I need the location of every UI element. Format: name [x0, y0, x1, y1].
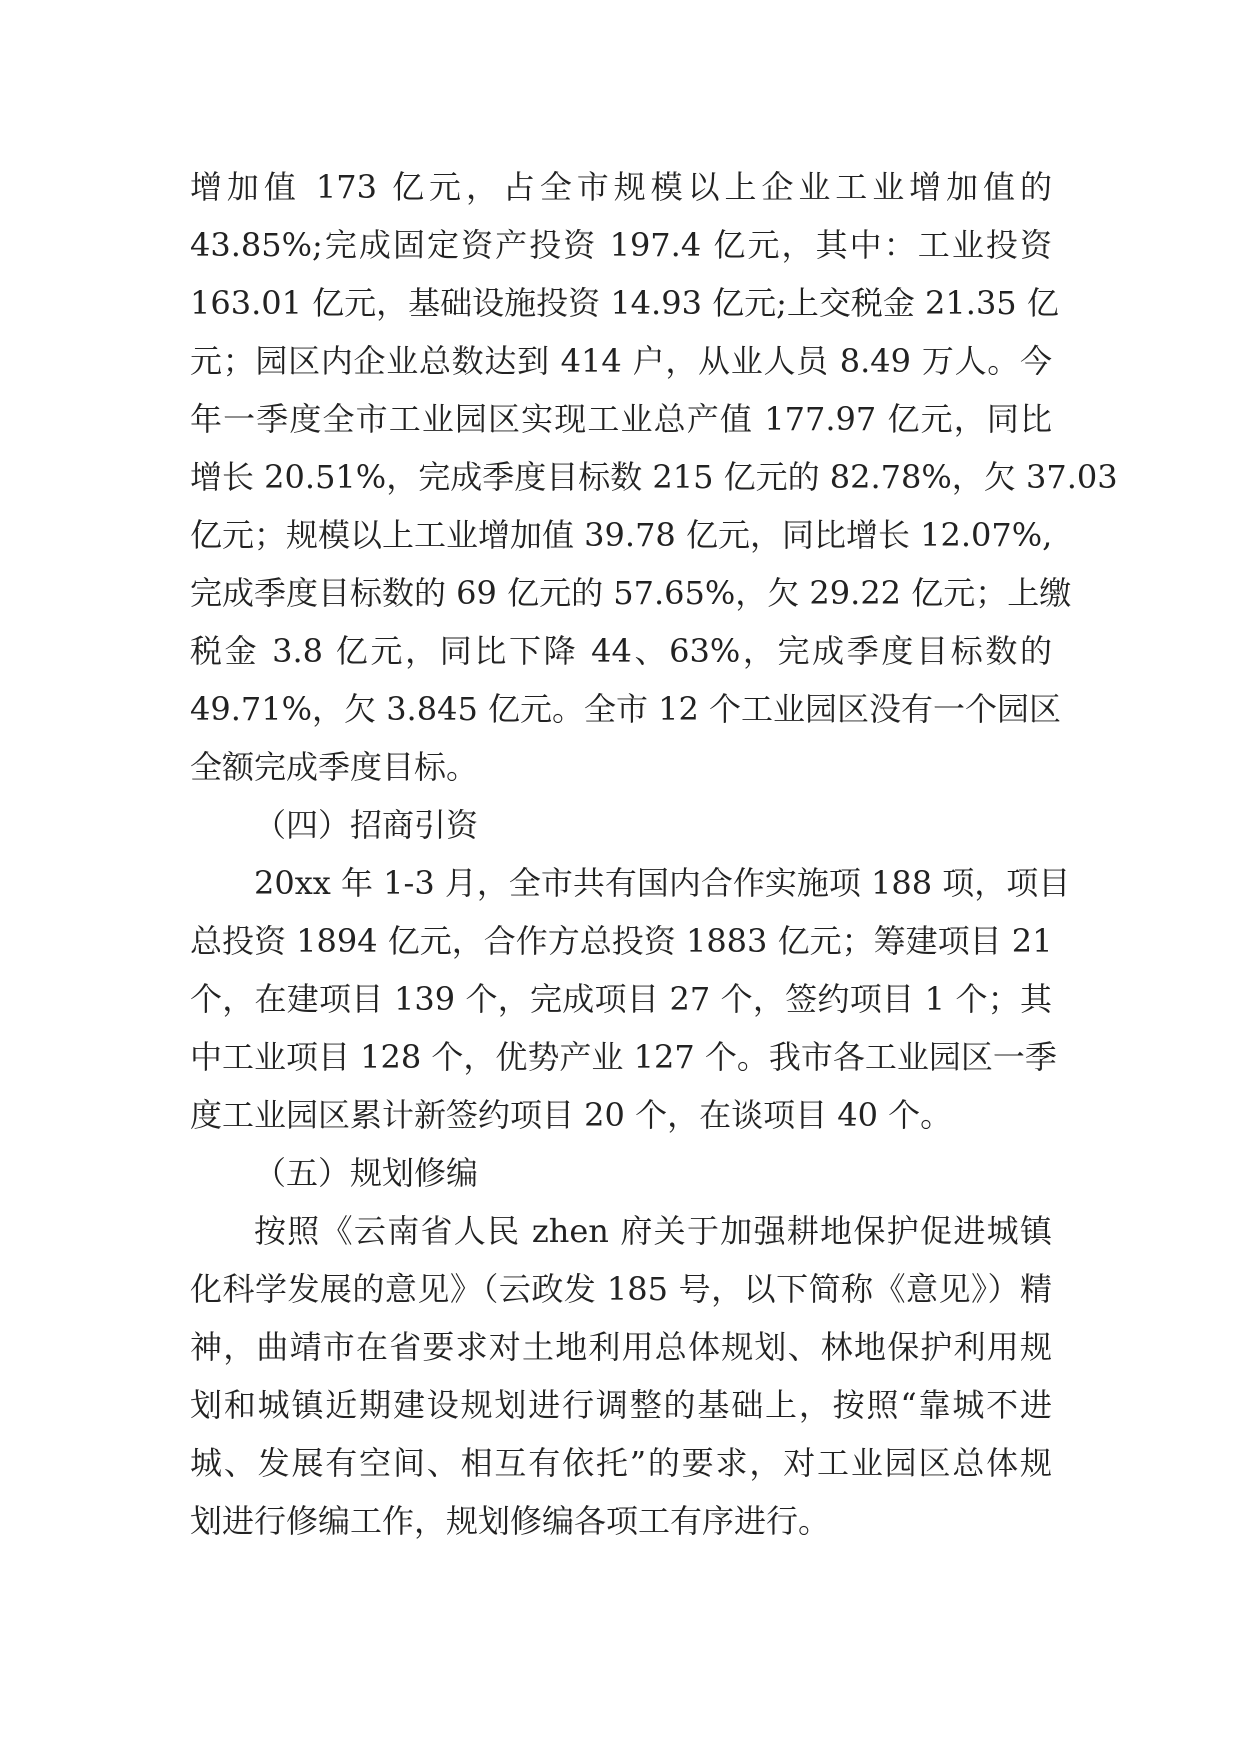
text-line: 年一季度全市工业园区实现工业总产值 177.97 亿元，同比 — [190, 400, 1052, 438]
text-line: 划和城镇近期建设规划进行调整的基础上，按照“靠城不进 — [190, 1386, 1052, 1424]
text-line: 度工业园区累计新签约项目 20 个，在谈项目 40 个。 — [190, 1096, 953, 1134]
text-line: 亿元；规模以上工业增加值 39.78 亿元，同比增长 12.07%, — [190, 516, 1053, 554]
text-line: 43.85%;完成固定资产投资 197.4 亿元，其中：工业投资 — [190, 226, 1052, 264]
text-line: 化科学发展的意见》（云政发 185 号，以下简称《意见》）精 — [190, 1270, 1052, 1308]
text-line: 中工业项目 128 个，优势产业 127 个。我市各工业园区一季 — [190, 1038, 1057, 1076]
text-line: 个，在建项目 139 个，完成项目 27 个，签约项目 1 个；其 — [190, 980, 1052, 1018]
text-line: 划进行修编工作，规划修编各项工有序进行。 — [190, 1502, 831, 1540]
text-line: 49.71%，欠 3.845 亿元。全市 12 个工业园区没有一个园区 — [190, 690, 1062, 728]
text-line: 按照《云南省人民 zhen 府关于加强耕地保护促进城镇 — [254, 1212, 1052, 1250]
text-line: 总投资 1894 亿元，合作方总投资 1883 亿元；筹建项目 21 — [190, 922, 1053, 960]
text-line: 增加值 173 亿元，占全市规模以上企业工业增加值的 — [190, 168, 1052, 206]
section-heading: （五）规划修编 — [254, 1154, 479, 1192]
text-line: 全额完成季度目标。 — [190, 748, 479, 786]
text-line: 神，曲靖市在省要求对土地利用总体规划、林地保护利用规 — [190, 1328, 1052, 1366]
text-line: 163.01 亿元，基础设施投资 14.93 亿元;上交税金 21.35 亿 — [190, 284, 1059, 322]
text-line: 20xx 年 1-3 月，全市共有国内合作实施项 188 项，项目 — [254, 864, 1071, 902]
section-heading: （四）招商引资 — [254, 806, 479, 844]
document-body — [190, 158, 1118, 1550]
text-line: 城、发展有空间、相互有依托”的要求，对工业园区总体规 — [190, 1444, 1052, 1482]
text-line: 税金 3.8 亿元，同比下降 44、63%，完成季度目标数的 — [190, 632, 1052, 670]
text-line: 完成季度目标数的 69 亿元的 57.65%，欠 29.22 亿元；上缴 — [190, 574, 1072, 612]
text-line: 增长 20.51%，完成季度目标数 215 亿元的 82.78%，欠 37.03 — [190, 458, 1118, 496]
text-line: 元；园区内企业总数达到 414 户，从业人员 8.49 万人。今 — [190, 342, 1052, 380]
